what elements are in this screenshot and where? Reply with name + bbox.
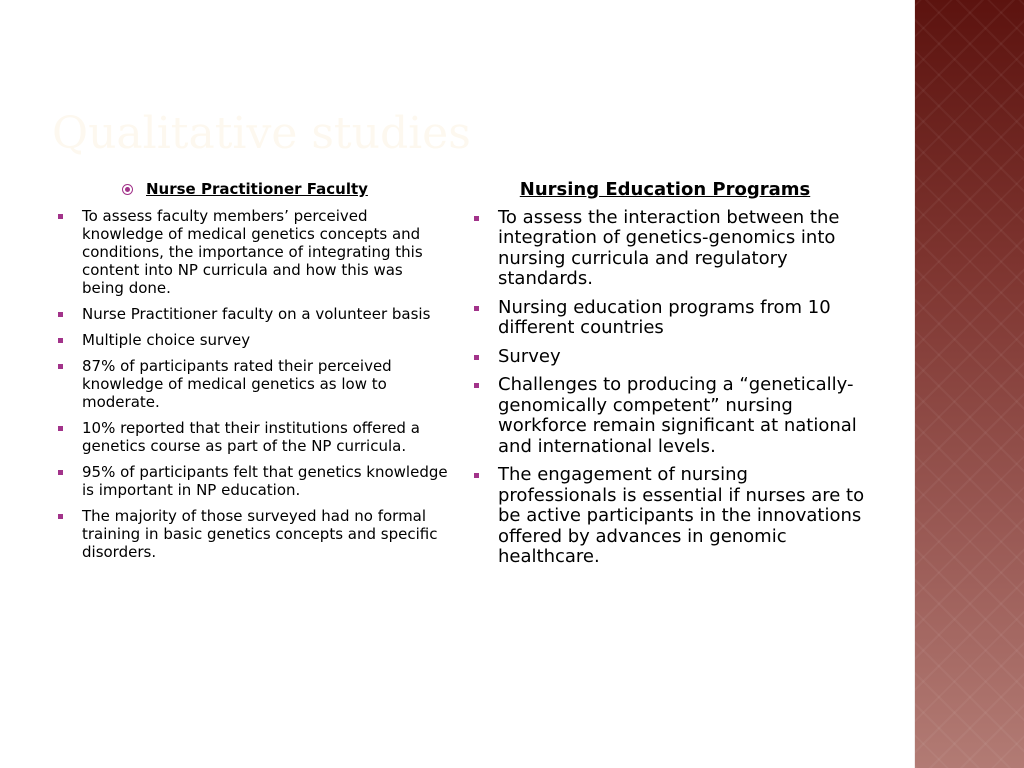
square-bullet-icon: [58, 312, 63, 317]
target-bullet-icon: [122, 184, 133, 195]
list-item: [470, 298, 870, 339]
square-bullet-icon: [58, 364, 63, 369]
list-item-text: Nursing education programs from 10 different countries: [498, 296, 831, 338]
list-item-text: To assess the interaction between the integration of genetics-genomics into nursing curricula and regulatory standards.: [498, 206, 840, 289]
list-item-text: 10% reported that their institutions offered a genetics course as part of the NP curricula.: [82, 419, 420, 455]
left-column-heading-text: Nurse Practitioner Faculty: [146, 180, 368, 198]
list-item: [54, 507, 448, 561]
right-column-heading: [470, 180, 870, 201]
square-bullet-icon: [58, 426, 63, 431]
list-item: [54, 419, 448, 455]
decorative-side-panel: [914, 0, 1024, 768]
square-bullet-icon: [58, 470, 63, 475]
right-column-heading-text: Nursing Education Programs: [519, 179, 811, 200]
list-item-text: Survey: [498, 345, 561, 367]
list-item: [54, 331, 448, 349]
square-bullet-icon: [474, 355, 479, 360]
list-item: [54, 207, 448, 297]
list-item: [470, 465, 870, 568]
list-item: [54, 463, 448, 499]
list-item-text: 95% of participants felt that genetics knowledge is important in NP education.: [82, 463, 448, 499]
slide-title: Qualitative studies: [52, 108, 471, 159]
square-bullet-icon: [58, 338, 63, 343]
square-bullet-icon: [58, 214, 63, 219]
list-item-text: To assess faculty members’ perceived knowledge of medical genetics concepts and conditions, the importance of integrating this content into NP curricula and how this was being done.: [82, 207, 423, 297]
square-bullet-icon: [474, 383, 479, 388]
left-column: [54, 180, 448, 569]
right-column: [470, 180, 870, 576]
list-item-text: Multiple choice survey: [82, 331, 251, 349]
list-item: [54, 305, 448, 323]
square-bullet-icon: [474, 216, 479, 221]
list-item: [470, 208, 870, 290]
list-item-text: 87% of participants rated their perceived knowledge of medical genetics as low to moderate.: [82, 357, 392, 411]
list-item: [470, 375, 870, 457]
list-item: [470, 347, 870, 368]
square-bullet-icon: [58, 514, 63, 519]
list-item: [54, 357, 448, 411]
square-bullet-icon: [474, 473, 479, 478]
right-bullet-list: [470, 208, 870, 568]
square-bullet-icon: [474, 306, 479, 311]
list-item-text: The engagement of nursing professionals is essential if nurses are to be active participants in the innovations offered by advances in genomic healthcare.: [498, 464, 865, 567]
list-item-text: Challenges to producing a “genetically-genomically competent” nursing workforce remain significant at national and international levels.: [498, 374, 857, 457]
list-item-text: Nurse Practitioner faculty on a volunteer basis: [82, 305, 431, 323]
left-column-heading: [54, 180, 448, 198]
list-item-text: The majority of those surveyed had no formal training in basic genetics concepts and specific disorders.: [82, 507, 438, 561]
left-bullet-list: [54, 207, 448, 561]
